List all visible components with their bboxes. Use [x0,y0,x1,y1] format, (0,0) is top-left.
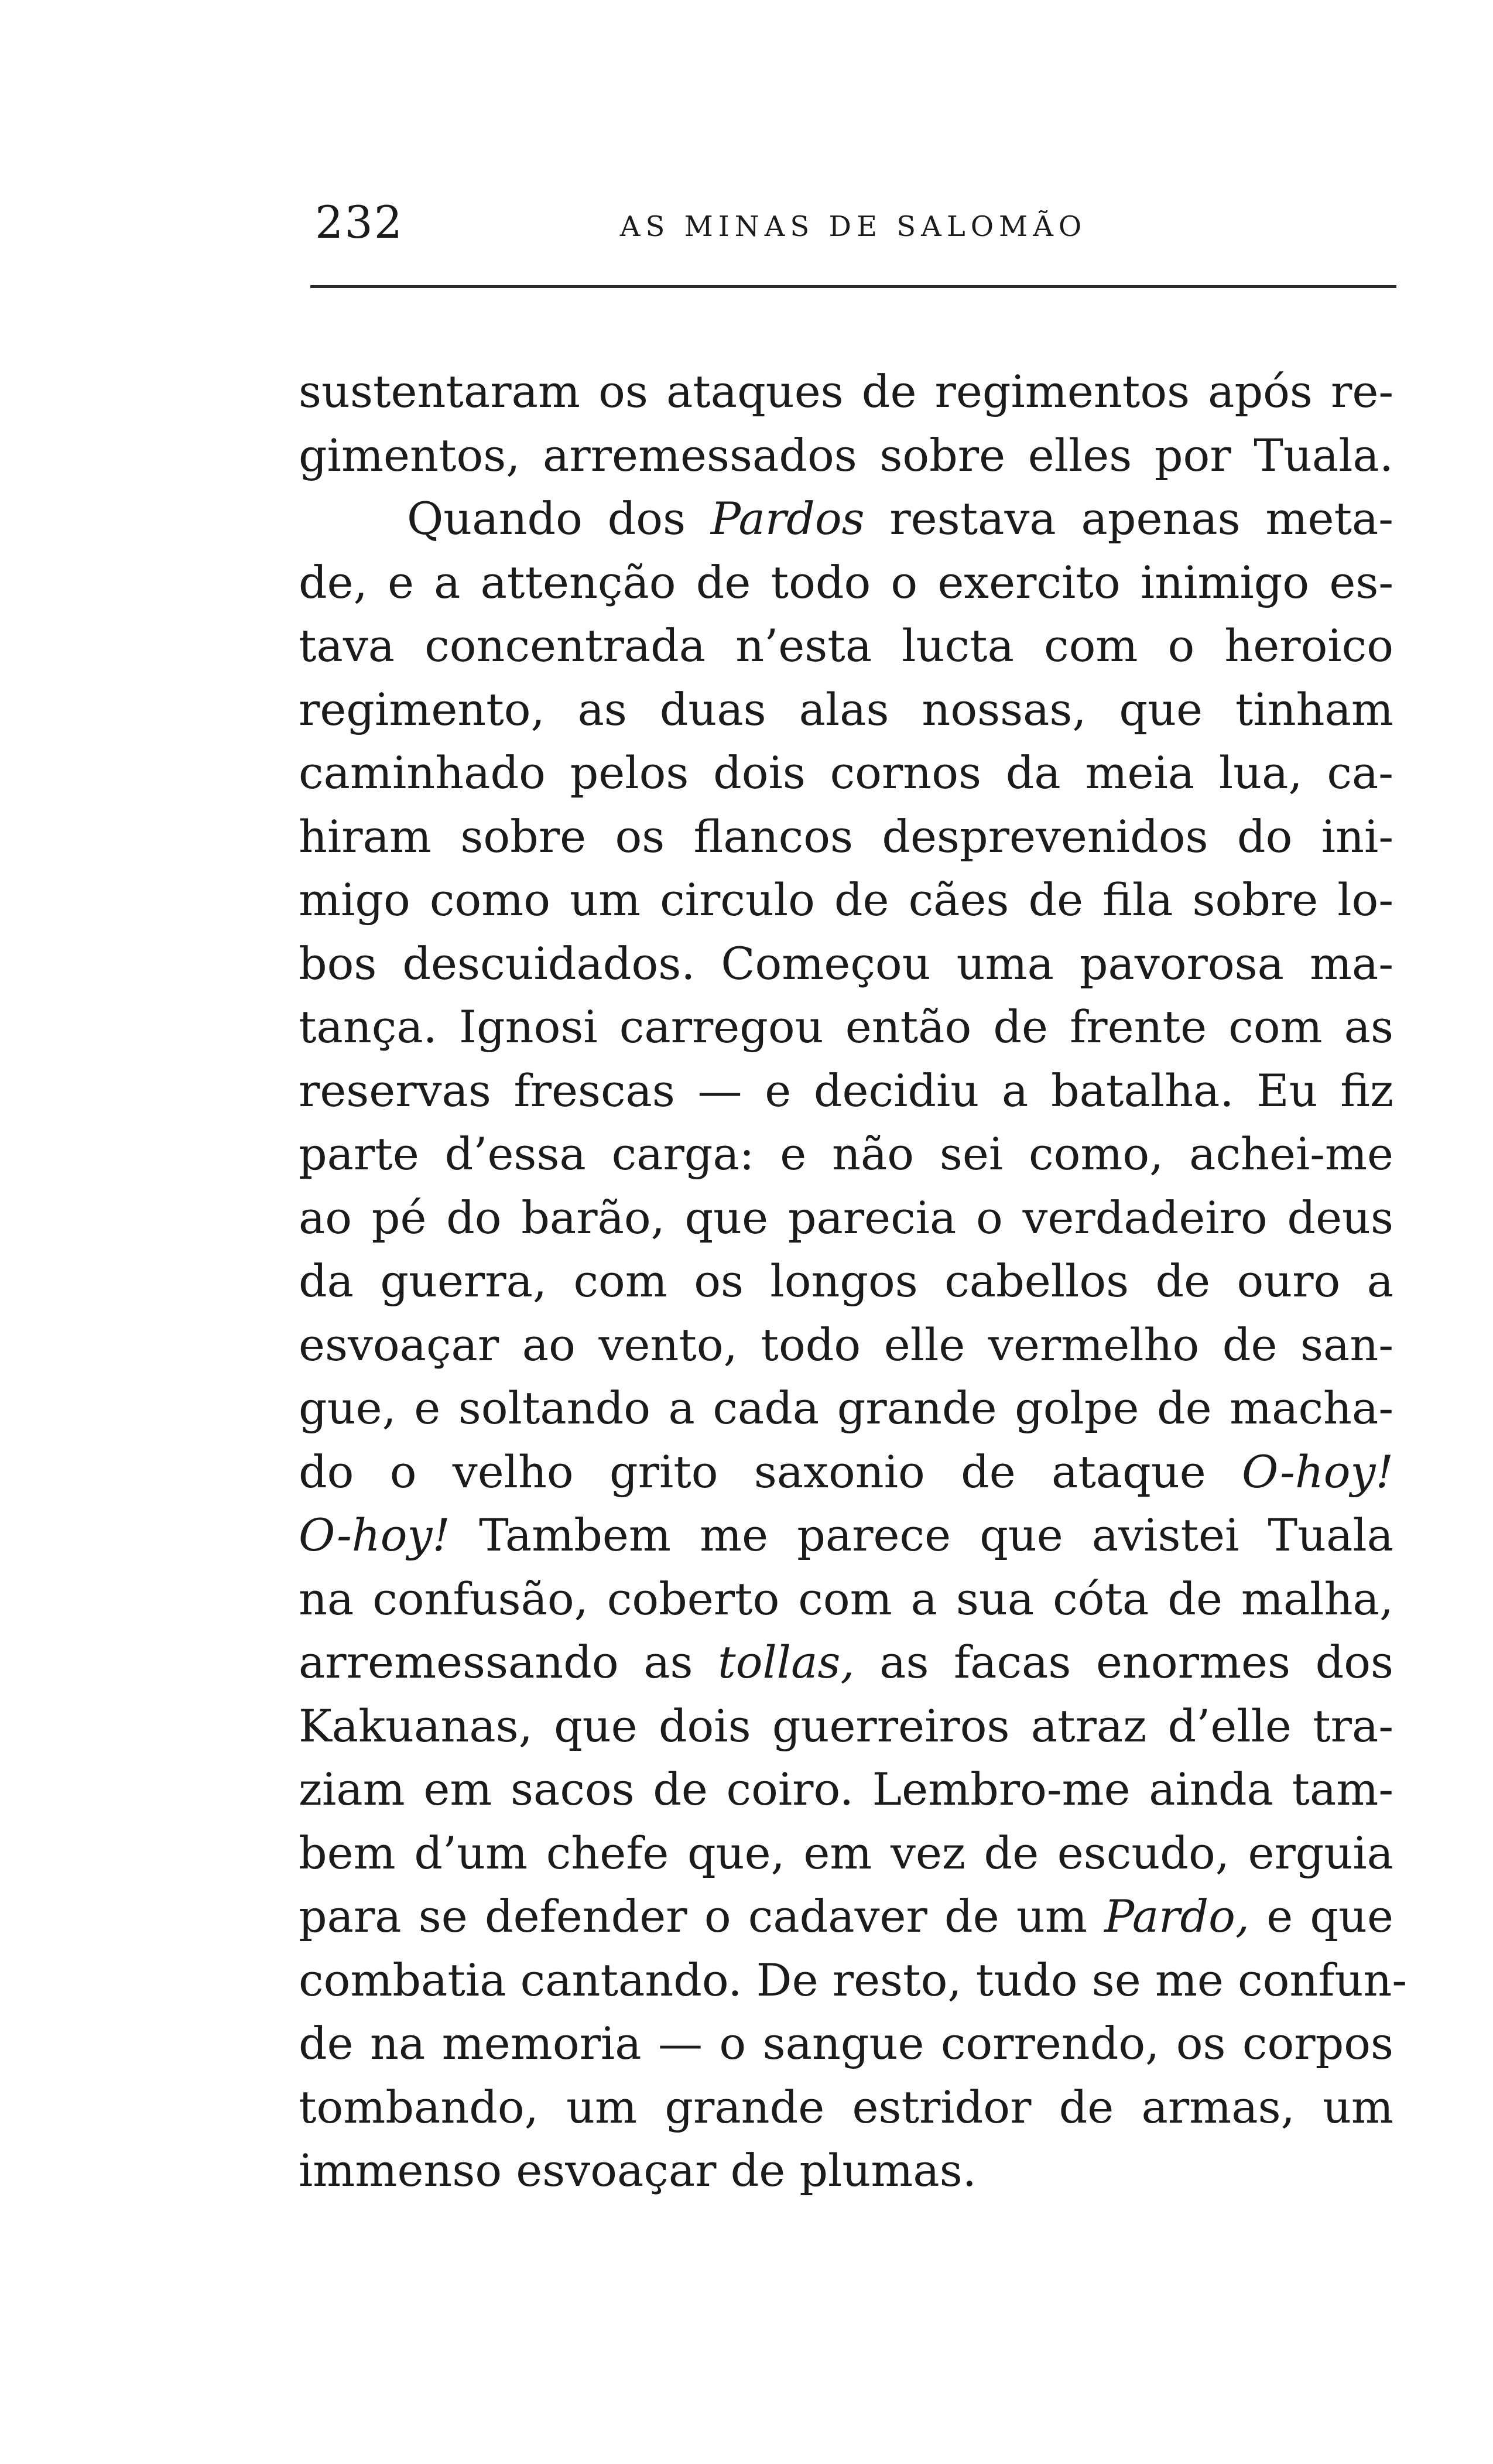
text-line: bem d’um chefe que, em vez de escudo, erguia [299,1826,1393,1879]
text-line: tava concentrada n’esta lucta com o heroico [299,620,1393,672]
page-number: 232 [315,196,404,248]
italic-text: tollas, [718,1636,855,1688]
text-segment: as facas enormes dos [854,1636,1393,1688]
text-segment: Quando dos [407,492,711,545]
body-text [299,360,1408,2203]
page-header [310,193,1396,263]
text-line: immenso esvoaçar de plumas. [299,2144,977,2196]
text-line: da guerra, com os longos cabellos de ouro a [299,1255,1393,1307]
text-line: combatia cantando. De resto, tudo se me confun- [299,1953,1408,2006]
text-line: hiram sobre os flancos desprevenidos do ini- [299,810,1393,863]
italic-text: O-hoy! [1242,1445,1393,1498]
text-segment: para se defender o cadaver de um [299,1890,1105,1942]
text-line: reservas frescas — e decidiu a batalha. Eu fiz [299,1064,1393,1117]
text-segment: arremessando as [299,1636,718,1688]
text-segment: Tambem me parece que avistei Tuala [450,1509,1393,1561]
text-line: gimentos, arremessados sobre elles por Tuala. [299,429,1393,481]
text-line [299,1885,1393,1949]
text-line: caminhado pelos dois cornos da meia lua, ca- [299,747,1393,799]
text-line: gue, e soltando a cada grande golpe de macha- [299,1382,1393,1434]
text-line [299,487,1393,551]
text-line: ziam em sacos de coiro. Lembro-me ainda tam- [299,1763,1393,1815]
italic-text: O-hoy! [299,1509,450,1561]
text-line [299,1631,1393,1695]
text-line: bos descuidados. Começou uma pavorosa ma- [299,937,1393,990]
text-line: na confusão, coberto com a sua cóta de malha, [299,1572,1393,1625]
text-segment: restava apenas meta- [864,492,1393,545]
text-line [299,1504,1393,1568]
text-line: de na memoria — o sangue correndo, os corpos [299,2017,1393,2069]
text-line [299,1440,1393,1504]
header-rule [310,285,1396,288]
italic-text: Pardo, [1104,1890,1250,1942]
text-segment: do o velho grito saxonio de ataque [299,1445,1242,1498]
text-line: migo como um circulo de cães de fila sobre lo- [299,874,1393,926]
text-line: tombando, um grande estridor de armas, um [299,2080,1393,2133]
text-line: Kakuanas, que dois guerreiros atraz d’elle tra- [299,1699,1393,1752]
text-line: de, e a attenção de todo o exercito inimigo es- [299,556,1393,608]
text-line: tança. Ignosi carregou então de frente com as [299,1001,1393,1053]
text-segment: e que [1249,1890,1393,1942]
text-line: ao pé do barão, que parecia o verdadeiro deus [299,1191,1393,1244]
text-line: esvoaçar ao vento, todo elle vermelho de san- [299,1318,1393,1371]
running-head: AS MINAS DE SALOMÃO [619,210,1087,243]
text-line: regimento, as duas alas nossas, que tinham [299,683,1393,735]
text-line: sustentaram os ataques de regimentos após re- [299,365,1393,417]
text-line: parte d’essa carga: e não sei como, achei-me [299,1128,1393,1180]
italic-text: Pardos [710,492,865,545]
